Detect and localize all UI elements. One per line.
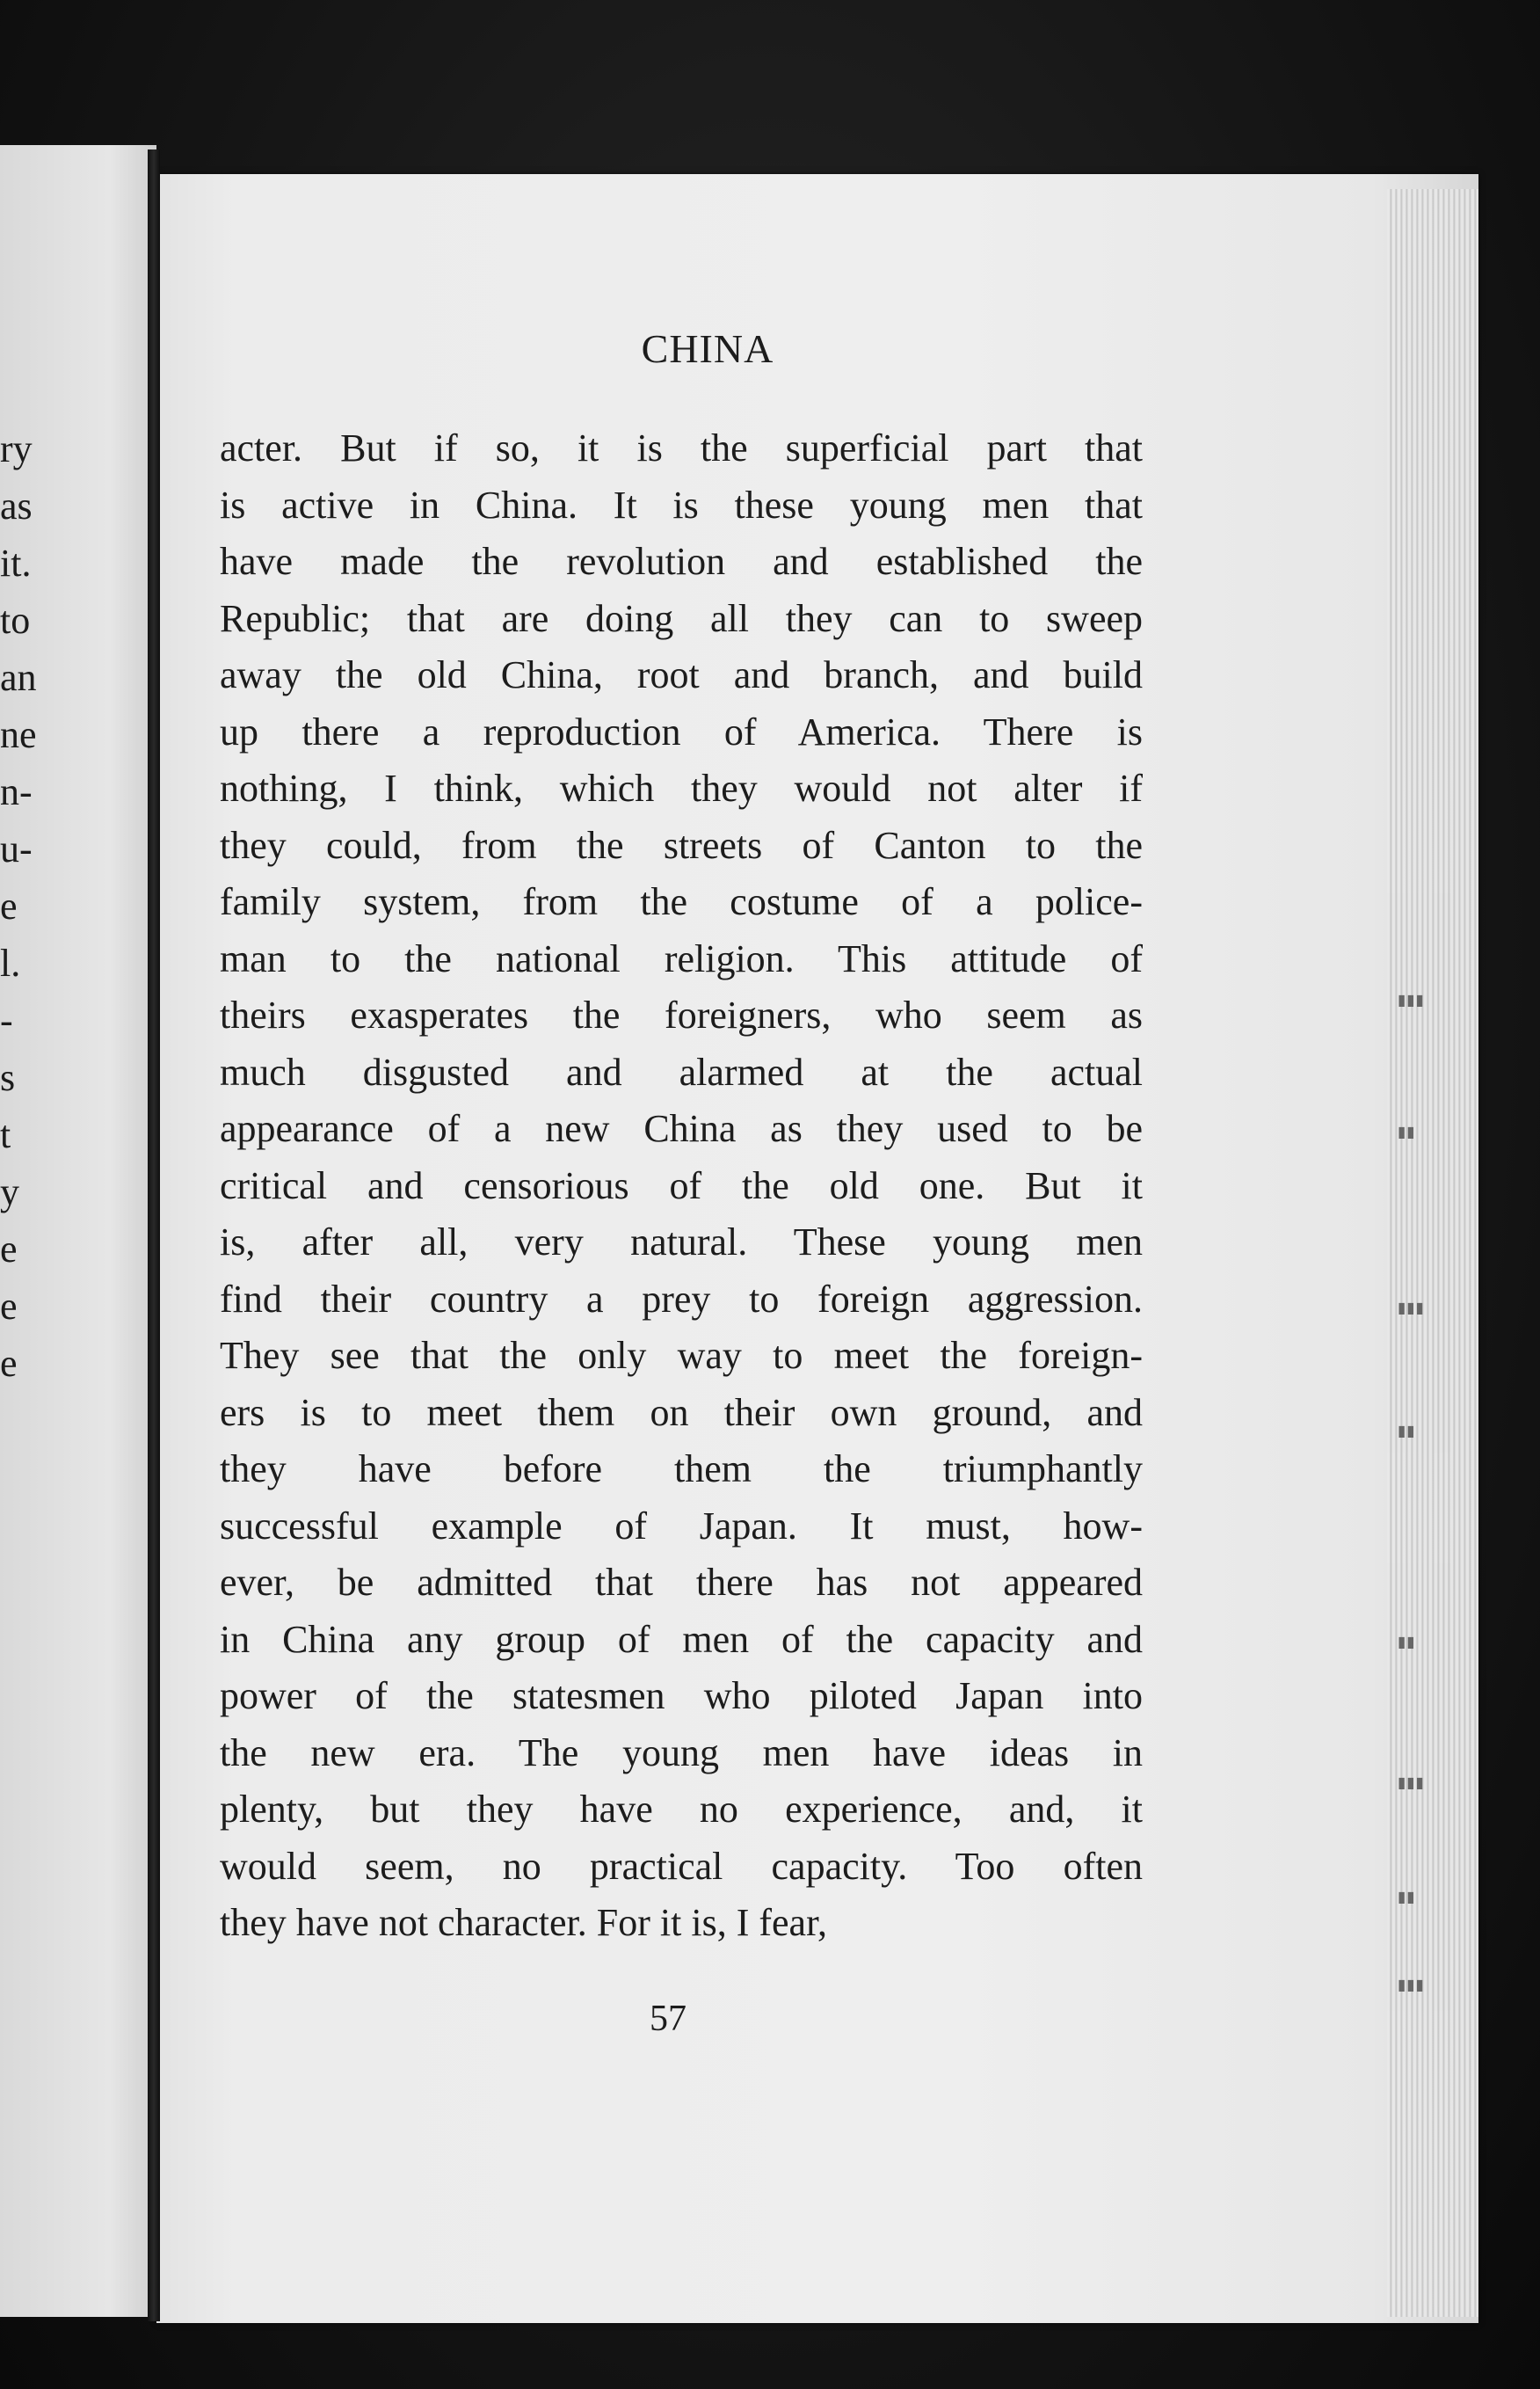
text-line: plenty, but they have no experience, and, it <box>220 1788 1143 1831</box>
text-line: much disgusted and alarmed at the actual <box>220 1050 1143 1094</box>
page-edges <box>1387 189 1478 2317</box>
text-line: up there a reproduction of America. There is <box>220 710 1143 754</box>
text-line: power of the statesmen who piloted Japan into <box>220 1674 1143 1717</box>
text-line: they could, from the streets of Canton to the <box>220 823 1143 867</box>
text-line: away the old China, root and branch, and build <box>220 653 1143 696</box>
text-line: the new era. The young men have ideas in <box>220 1730 1143 1774</box>
left-page-fragment: it. <box>0 542 32 585</box>
text-line: appearance of a new China as they used to be <box>220 1107 1143 1150</box>
running-head: CHINA <box>641 326 774 371</box>
book-gutter <box>148 149 160 2321</box>
text-line: family system, from the costume of a police- <box>220 880 1143 923</box>
left-page-fragment: e <box>0 1227 18 1271</box>
left-facing-page <box>0 145 156 2317</box>
text-line: have made the revolution and established the <box>220 540 1143 583</box>
text-line: They see that the only way to meet the foreign- <box>220 1334 1143 1377</box>
text-line: man to the national religion. This attitude of <box>220 936 1143 980</box>
page-edge-mark: ▮▮▮ <box>1396 1297 1423 1319</box>
page-edge-mark: ▮▮▮ <box>1396 1974 1423 1996</box>
left-page-fragment: e <box>0 1342 18 1385</box>
left-page-fragment: e <box>0 1285 18 1328</box>
left-page-fragment: t <box>0 1113 11 1156</box>
left-page-fragment: s <box>0 1056 16 1099</box>
text-line: is active in China. It is these young men that <box>220 483 1143 527</box>
text-line: is, after all, very natural. These young men <box>220 1220 1143 1264</box>
left-page-fragment: ne <box>0 713 37 756</box>
text-line: successful example of Japan. It must, how- <box>220 1504 1143 1548</box>
page-edge-mark: ▮▮ <box>1396 1886 1414 1908</box>
page-edge-mark: ▮▮▮ <box>1396 1772 1423 1794</box>
text-line: critical and censorious of the old one. But it <box>220 1163 1143 1207</box>
left-page-fragment: l. <box>0 942 21 985</box>
body-text <box>220 420 1143 1952</box>
text-line: would seem, no practical capacity. Too often <box>220 1844 1143 1888</box>
left-page-fragment: y <box>0 1170 19 1213</box>
text-line: theirs exasperates the foreigners, who seem as <box>220 994 1143 1037</box>
text-line: nothing, I think, which they would not alter if <box>220 767 1143 810</box>
page-number: 57 <box>650 1999 686 2039</box>
text-line: they have before them the triumphantly <box>220 1447 1143 1490</box>
left-page-fragment: n- <box>0 770 33 813</box>
text-line: in China any group of men of the capacity and <box>220 1617 1143 1661</box>
page-edge-mark: ▮▮ <box>1396 1631 1414 1653</box>
text-line: acter. But if so, it is the superficial part that <box>220 426 1143 470</box>
page-edge-mark: ▮▮▮ <box>1396 989 1423 1011</box>
text-line: ever, be admitted that there has not appeared <box>220 1561 1143 1604</box>
left-page-fragment: ry <box>0 427 33 470</box>
left-page-fragment: - <box>0 999 13 1042</box>
left-page-fragment: an <box>0 656 37 699</box>
text-line: find their country a prey to foreign aggression. <box>220 1277 1143 1321</box>
page-edge-mark: ▮▮ <box>1396 1121 1414 1143</box>
text-line: Republic; that are doing all they can to sweep <box>220 596 1143 640</box>
text-line: they have not character. For it is, I fear, <box>220 1901 827 1944</box>
text-line: ers is to meet them on their own ground, and <box>220 1390 1143 1434</box>
page-text-block <box>220 325 1143 1952</box>
left-page-fragment: u- <box>0 827 33 870</box>
left-page-fragment: e <box>0 885 18 928</box>
left-page-fragment: to <box>0 599 31 642</box>
page-edge-mark: ▮▮ <box>1396 1420 1414 1442</box>
left-page-fragment: as <box>0 484 33 528</box>
